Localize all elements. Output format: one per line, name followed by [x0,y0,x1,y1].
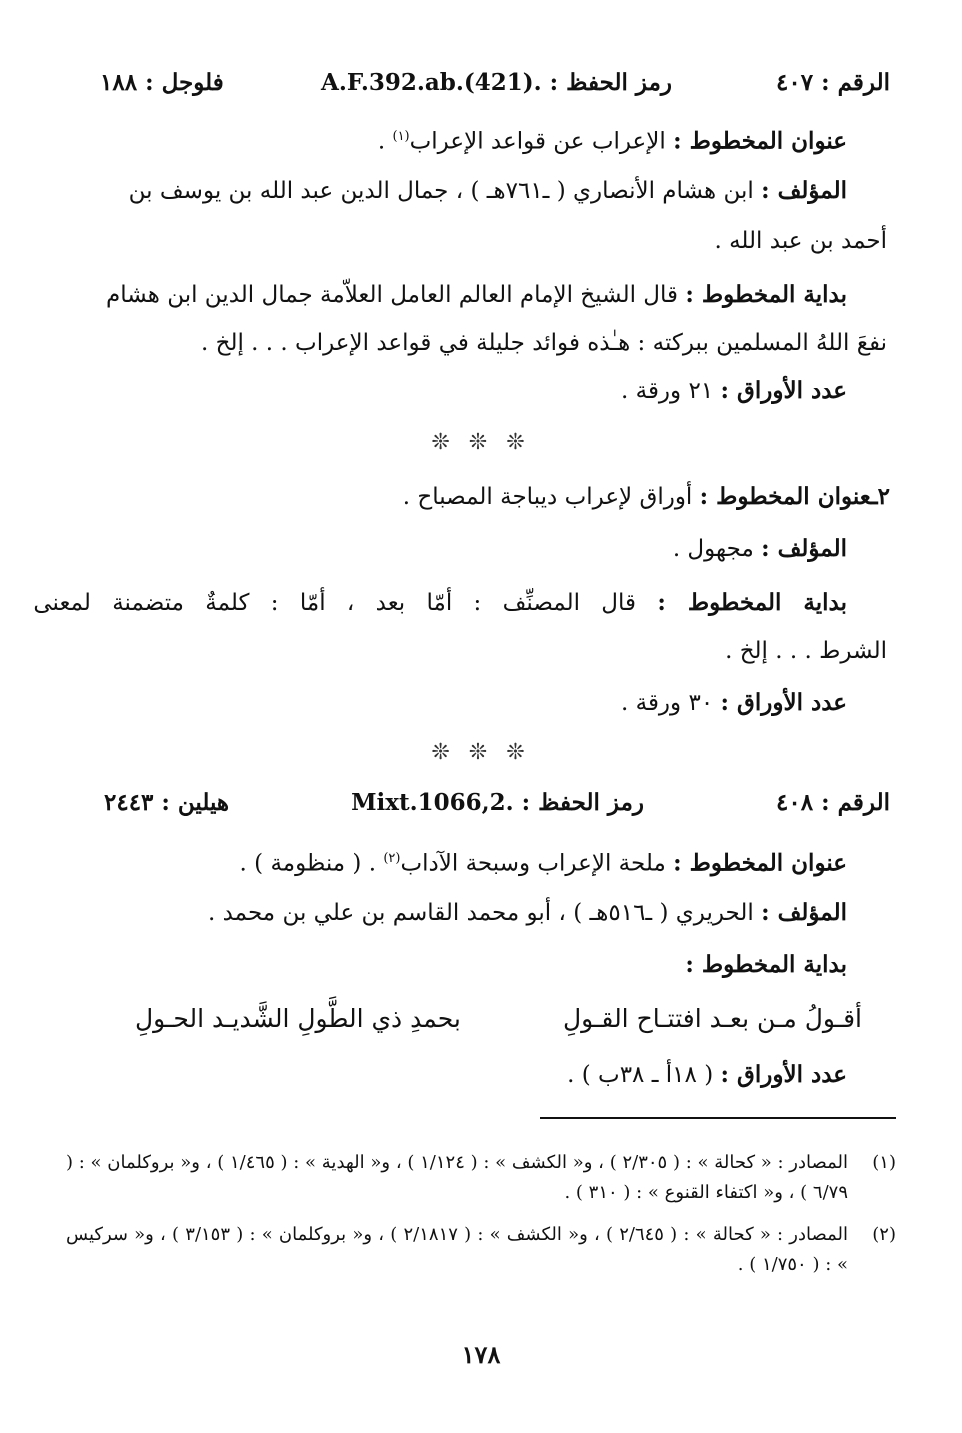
footnote [66,1148,896,1208]
folios-label: عدد الأوراق : [720,1061,847,1088]
incipit-label: بداية المخطوط : [685,951,847,978]
title-label: عنوان المخطوط : [673,127,847,155]
section-separator: ❊ ❊ ❊ [431,740,531,765]
footnote [66,1220,896,1280]
manuscript-title [32,842,847,881]
footnote-ref: (٢) [383,851,401,866]
manuscript-incipit [33,586,887,620]
shelfmark [351,786,644,820]
manuscript-title [75,480,890,514]
manuscript-author [32,532,847,566]
title-value: ملحة الإعراب وسبحة الآداب [400,850,666,877]
title-label: عنوان المخطوط : [673,849,847,877]
incipit-label: بداية المخطوط : [657,589,847,616]
page-number: ١٧٨ [461,1340,501,1369]
manuscript-title [32,120,847,159]
author-label: المؤلف : [761,899,847,926]
author-value: الحريري ( ـ٥١٦هـ ) ، أبو محمد القاسم بن علي بن محمد . [207,900,754,926]
manuscript-author [72,174,887,208]
manuscript-incipit [72,278,887,312]
folios-label: عدد الأوراق : [720,689,847,716]
shelfmark-label: رمز الحفظ : [521,789,644,816]
footnote-ref: (١) [392,129,410,144]
shelfmark-value: A.F.392.ab.(421). [320,69,542,96]
folio-count [32,686,847,720]
author-label: المؤلف : [761,177,847,204]
verse-second-hemistich: بحمدِ ذي الطَّولِ الشَّديـد الحـولِ [135,1004,461,1033]
author-value: ابن هشام الأنصاري ( ـ٧٦١هـ ) ، جمال الدين عبد الله بن يوسف بن [128,178,754,204]
incipit-value: قال الشيخ الإمام العالم العامل العلاّمة جمال الدين ابن هشام [105,282,679,308]
title-value: الإعراب عن قواعد الإعراب [409,128,666,155]
manuscript-author [32,896,847,930]
footnote-text: المصادر : « كحالة » : ( ٢/٦٤٥ ) ، و« الكشف » : ( ٢/١٨١٧ ) ، و« بروكلمان » : ( ٣/١٥٣ ) ، و« سركيس » : ( ١/٧٥٠ ) . [66,1224,849,1275]
footnote-number: (١) [872,1152,896,1173]
catalog-reference: فلوجل : ١٨٨ [100,69,224,96]
incipit-continuation: نفعَ اللهُ المسلمين ببركته : هـٰذه فوائد جليلة في قواعد الإعراب . . . إلخ . [201,330,887,356]
folio-count [32,1058,847,1092]
incipit-value: قال المصنِّف : أمّا بعد ، أمّا : كلمةٌ متضمنة لمعنى [33,590,637,616]
incipit-continuation: الشرط . . . إلخ . [725,638,887,664]
title-label: ٢ـعنوان المخطوط : [699,483,890,510]
footnote-divider [540,1117,896,1119]
shelfmark-label: رمز الحفظ : [549,69,672,96]
record-number: الرقم : ٤٠٧ [776,69,890,96]
folio-count [32,374,847,408]
footnote-text: المصادر : « كحالة » : ( ٢/٣٠٥ ) ، و« الكشف » : ( ١/١٢٤ ) ، و« الهدية » : ( ١/٤٦٥ ) ، و« بروكلمان » : ( ٦/٧٩ ) ، و« اكتفاء القنوع » : ( ٣١٠ ) . [66,1152,848,1203]
folios-label: عدد الأوراق : [720,377,847,404]
author-continuation: أحمد بن عبد الله . [714,228,887,254]
catalog-reference: هيلين : ٢٤٤٣ [104,789,230,816]
manuscript-incipit [32,948,847,982]
title-value: أوراق لإعراب ديباجة المصباح . [402,484,693,510]
title-end: . [377,128,386,155]
author-value: مجهول . [672,536,754,562]
shelfmark-value: Mixt.1066,2. [351,789,514,816]
footnote-number: (٢) [872,1224,896,1245]
verse-first-hemistich: أقـولُ مـن بعـد افتتـاح القـولِ [563,1004,862,1033]
folios-value: ( ١٨أ ـ ٣٨ب ) . [567,1062,714,1088]
folios-value: ٣٠ ورقة . [620,690,714,716]
section-separator: ❊ ❊ ❊ [431,430,531,455]
title-end: . ( منظومة ) . [239,850,377,877]
folios-value: ٢١ ورقة . [620,378,714,404]
shelfmark [321,66,672,100]
record-number: الرقم : ٤٠٨ [776,789,890,816]
incipit-label: بداية المخطوط : [685,281,847,308]
author-label: المؤلف : [761,535,847,562]
